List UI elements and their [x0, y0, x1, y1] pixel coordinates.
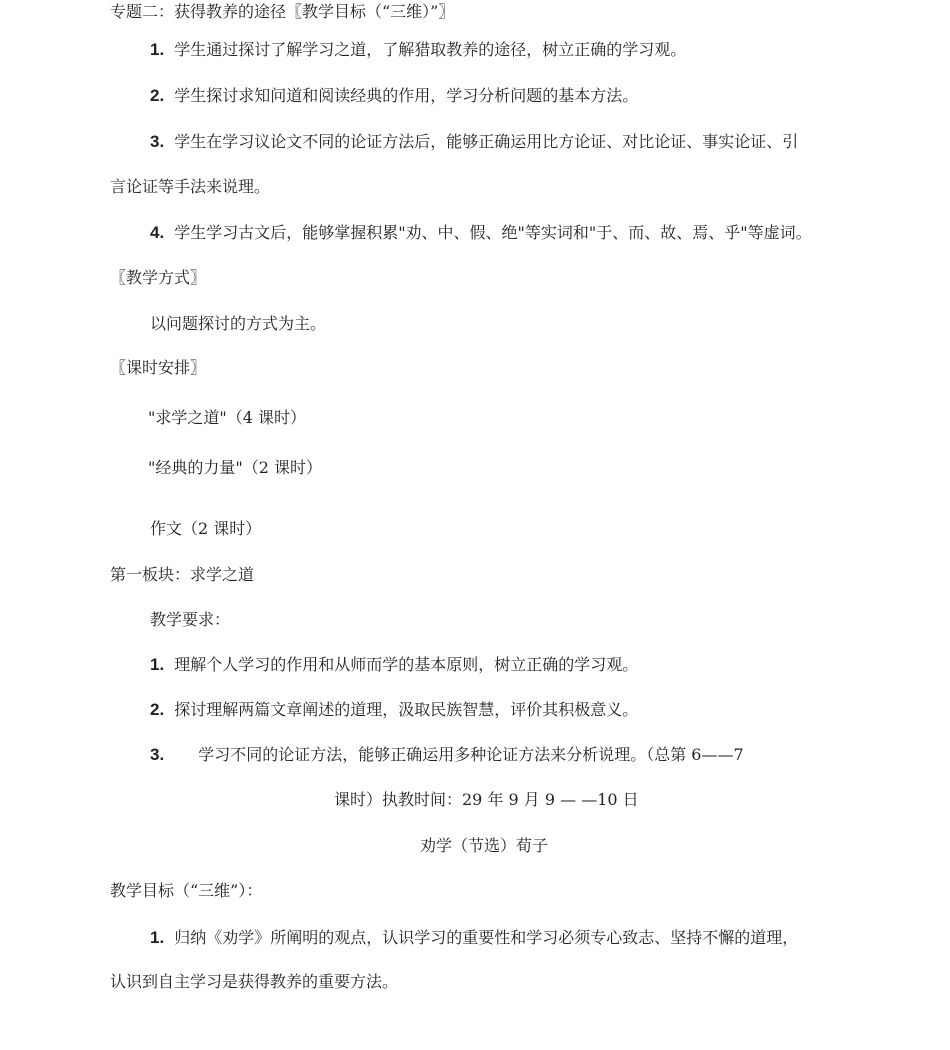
requirement-item-3 [150, 745, 744, 765]
requirement-item-2 [150, 700, 638, 720]
lesson-goal-number: 1. [150, 928, 165, 947]
goal-number: 3. [150, 132, 165, 151]
goal-item-4 [150, 223, 812, 243]
schedule-time-line: 课时）执教时间：29 年 9 月 9 — —10 日 [334, 790, 639, 809]
schedule-item: "求学之道"（4 课时） [148, 408, 306, 427]
method-heading: 〖教学方式〗 [110, 268, 207, 287]
goal-number: 4. [150, 223, 165, 242]
requirement-text: 探讨理解两篇文章阐述的道理，汲取民族智慧，评价其积极意义。 [174, 700, 639, 719]
requirements-label: 教学要求： [150, 610, 231, 629]
requirement-number: 1. [150, 655, 165, 674]
lesson-title: 劝学（节选）荀子 [420, 836, 549, 855]
method-text: 以问题探讨的方式为主。 [150, 314, 327, 333]
requirement-item-1 [150, 655, 638, 675]
goal-text: 学生通过探讨了解学习之道，了解猎取教养的途径，树立正确的学习观。 [174, 40, 687, 59]
goal-text: 学生学习古文后，能够掌握积累"劝、中、假、绝"等实词和"于、而、故、焉、乎"等虚词。 [174, 223, 812, 242]
goal-item-2 [150, 86, 638, 106]
goal-item-1 [150, 40, 686, 60]
schedule-heading: 〖课时安排〗 [110, 358, 207, 377]
lesson-goal-item-1-continuation: 认识到自主学习是获得教养的重要方法。 [110, 972, 399, 991]
goal-number: 2. [150, 86, 165, 105]
goal-item-3-continuation: 言论证等手法来说理。 [110, 177, 271, 196]
schedule-item: "经典的力量"（2 课时） [148, 458, 322, 477]
goal-text: 学生探讨求知问道和阅读经典的作用，学习分析问题的基本方法。 [174, 86, 639, 105]
lesson-goal-item-1 [150, 928, 798, 948]
requirement-number: 3. [150, 745, 165, 764]
goal-number: 1. [150, 40, 165, 59]
goal-item-3 [150, 132, 798, 152]
section-title: 第一板块：求学之道 [110, 565, 255, 584]
requirement-number: 2. [150, 700, 165, 719]
requirement-text: 学习不同的论证方法，能够正确运用多种论证方法来分析说理。（总第 6——7 [198, 745, 744, 764]
requirement-text: 理解个人学习的作用和从师而学的基本原则，树立正确的学习观。 [174, 655, 639, 674]
topic-title: 专题二：获得教养的途径〖教学目标（“三维）”〗 [110, 2, 455, 21]
schedule-item: 作文（2 课时） [150, 519, 262, 538]
lesson-goal-text: 归纳《劝学》所阐明的观点，认识学习的重要性和学习必须专心致志、坚持不懈的道理， [174, 928, 799, 947]
goal-text: 学生在学习议论文不同的论证方法后，能够正确运用比方论证、对比论证、事实论证、引 [174, 132, 799, 151]
lesson-goals-label: 教学目标（“三维”）： [110, 881, 263, 900]
